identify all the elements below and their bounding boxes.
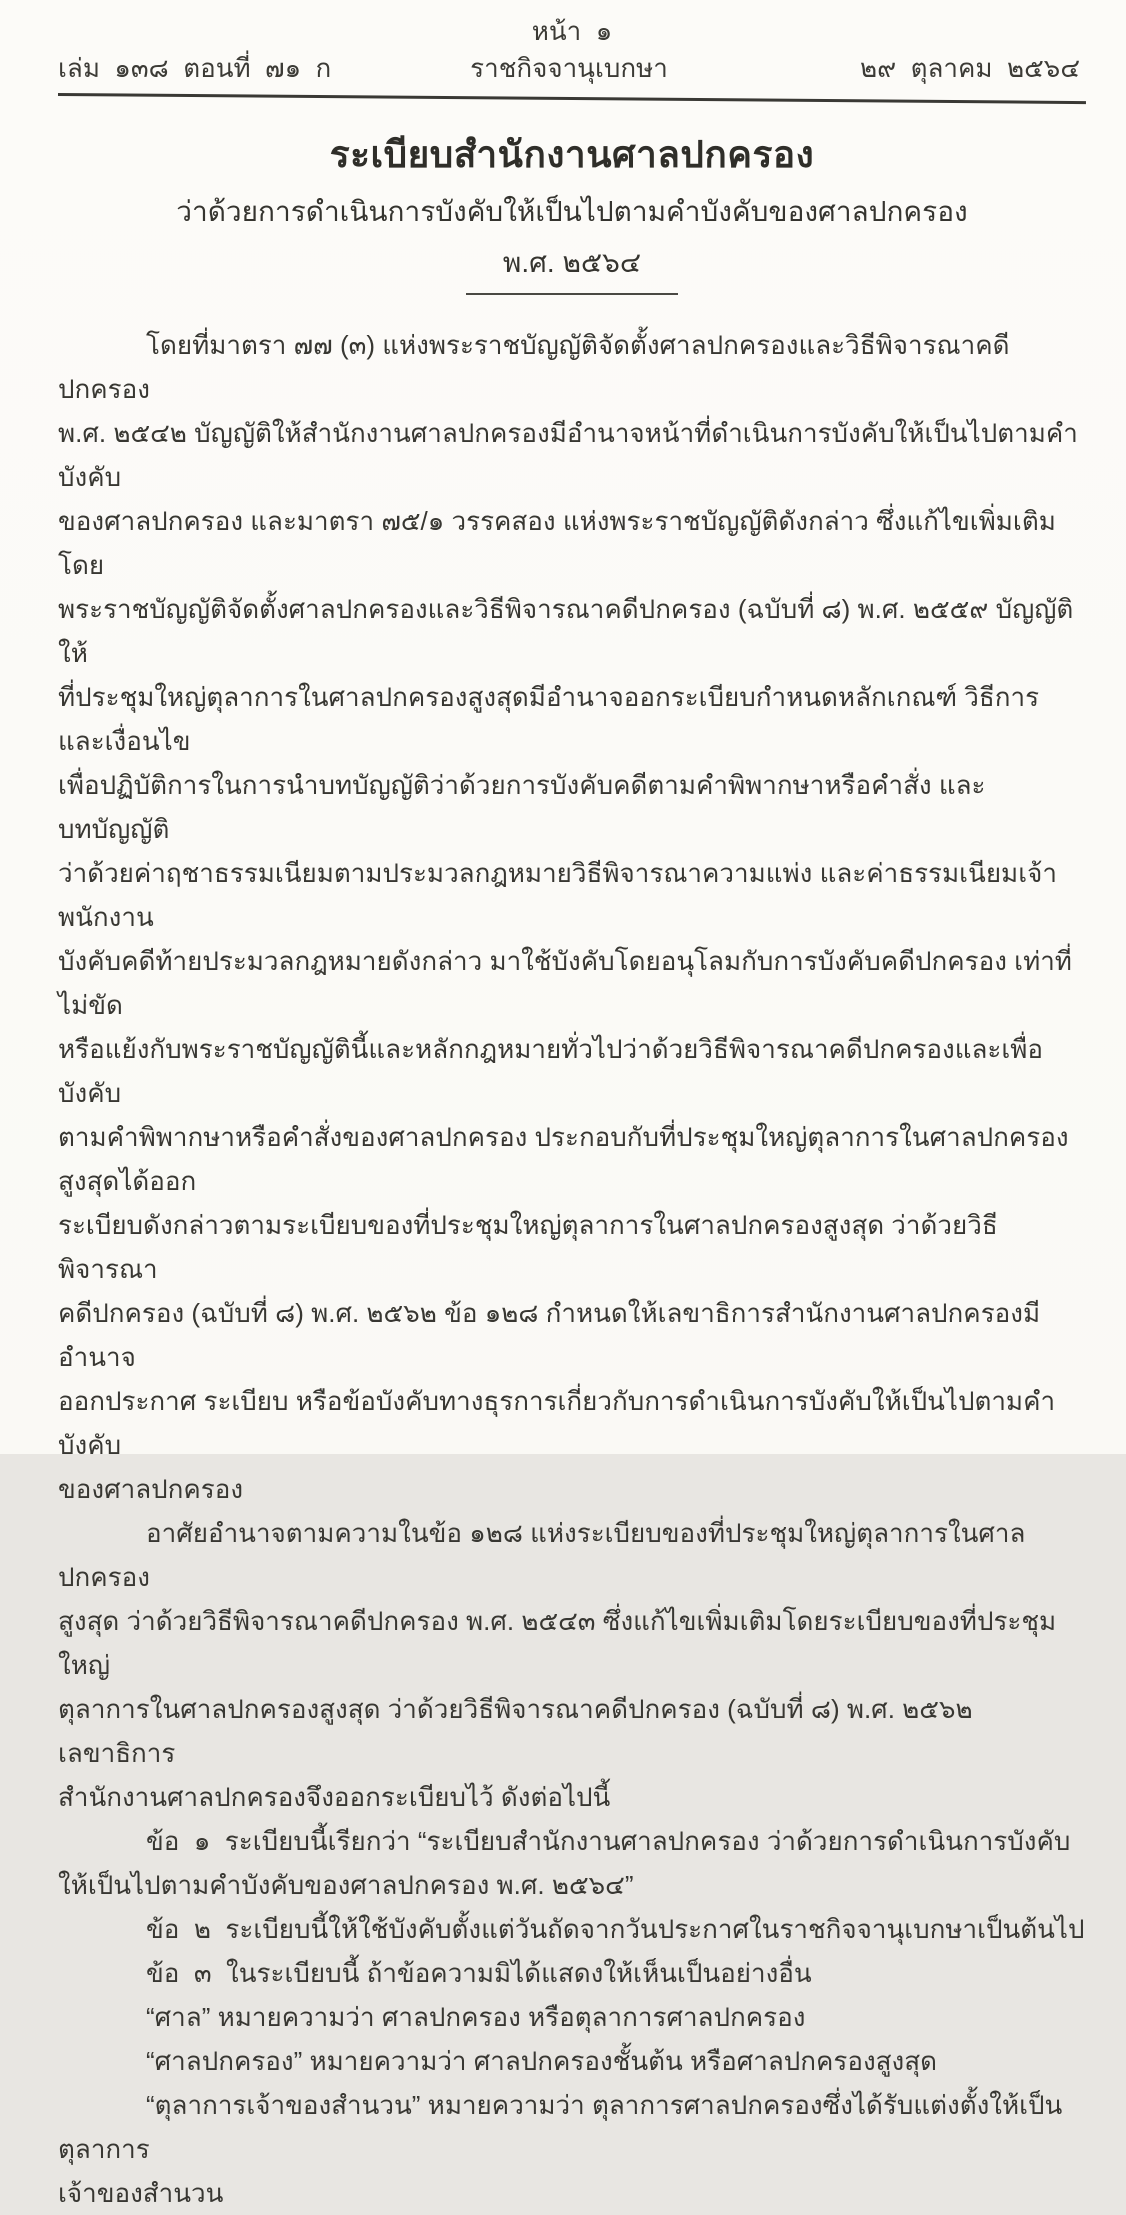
body-line-clause-2: ข้อ ๒ ระเบียบนี้ให้ใช้บังคับตั้งแต่วันถัดจากวันประกาศในราชกิจจานุเบกษาเป็นต้นไป	[146, 1914, 1085, 1944]
document-title: ระเบียบสำนักงานศาลปกครอง	[329, 134, 815, 175]
header-row	[58, 52, 1086, 84]
body-line: ของศาลปกครอง	[58, 1474, 244, 1504]
issue-date: ๒๙ ตุลาคม ๒๕๖๔	[859, 53, 1080, 83]
body-line: พ.ศ. ๒๕๔๒ บัญญัติให้สำนักงานศาลปกครองมีอำนาจหน้าที่ดำเนินการบังคับให้เป็นไปตามคำบังคับ	[58, 418, 1078, 492]
gazette-title: ราชกิจจานุเบกษา	[470, 53, 668, 83]
body-line: สูงสุด ว่าด้วยวิธีพิจารณาคดีปกครอง พ.ศ. ๒๕๔๓ ซึ่งแก้ไขเพิ่มเติมโดยระเบียบของที่ประชุมใหญ่	[58, 1606, 1057, 1680]
title-divider	[466, 293, 678, 295]
body-line: ระเบียบดังกล่าวตามระเบียบของที่ประชุมใหญ่ตุลาการในศาลปกครองสูงสุด ว่าด้วยวิธีพิจารณา	[58, 1210, 998, 1284]
body-line: หรือแย้งกับพระราชบัญญัตินี้และหลักกฎหมายทั่วไปว่าด้วยวิธีพิจารณาคดีปกครองและเพื่อบังคับ	[58, 1034, 1044, 1108]
document-year: พ.ศ. ๒๕๖๔	[502, 247, 642, 278]
body-line-definition: “ศาลปกครอง” หมายความว่า ศาลปกครองชั้นต้น หรือศาลปกครองสูงสุด	[146, 2046, 937, 2076]
body-line-clause-1: ข้อ ๑ ระเบียบนี้เรียกว่า “ระเบียบสำนักงานศาลปกครอง ว่าด้วยการดำเนินการบังคับ	[146, 1826, 1071, 1856]
body-line: พระราชบัญญัติจัดตั้งศาลปกครองและวิธีพิจารณาคดีปกครอง (ฉบับที่ ๘) พ.ศ. ๒๕๕๙ บัญญัติให้	[58, 594, 1074, 668]
body-line: เจ้าของสำนวน	[58, 2178, 224, 2208]
header-divider	[58, 93, 1086, 104]
body-line-definition: “ศาล” หมายความว่า ศาลปกครอง หรือตุลาการศาลปกครอง	[146, 2002, 806, 2032]
body-line-clause-3: ข้อ ๓ ในระเบียบนี้ ถ้าข้อความมิได้แสดงให้เห็นเป็นอย่างอื่น	[146, 1958, 812, 1988]
body-line: ตุลาการในศาลปกครองสูงสุด ว่าด้วยวิธีพิจารณาคดีปกครอง (ฉบับที่ ๘) พ.ศ. ๒๕๖๒ เลขาธิการ	[58, 1694, 980, 1768]
body-line: ตามคำพิพากษาหรือคำสั่งของศาลปกครอง ประกอบกับที่ประชุมใหญ่ตุลาการในศาลปกครองสูงสุดได้ออก	[58, 1122, 1069, 1196]
body-line-definition: “ตุลาการเจ้าของสำนวน” หมายความว่า ตุลาการศาลปกครองซึ่งได้รับแต่งตั้งให้เป็นตุลาการ	[58, 2090, 1063, 2164]
body-line: อาศัยอำนาจตามความในข้อ ๑๒๘ แห่งระเบียบของที่ประชุมใหญ่ตุลาการในศาลปกครอง	[58, 1518, 1026, 1592]
document-subtitle: ว่าด้วยการดำเนินการบังคับให้เป็นไปตามคำบังคับของศาลปกครอง	[176, 196, 968, 227]
body-line: ให้เป็นไปตามคำบังคับของศาลปกครอง พ.ศ. ๒๕๖๔”	[58, 1870, 634, 1900]
body-line: สำนักงานศาลปกครองจึงออกระเบียบไว้ ดังต่อไปนี้	[58, 1782, 611, 1812]
body-line: ออกประกาศ ระเบียบ หรือข้อบังคับทางธุรการเกี่ยวกับการดำเนินการบังคับให้เป็นไปตามคำบังคับ	[58, 1386, 1056, 1460]
volume-issue-info: เล่ม ๑๓๘ ตอนที่ ๗๑ ก	[58, 53, 332, 83]
body-line: เพื่อปฏิบัติการในการนำบทบัญญัติว่าด้วยการบังคับคดีตามคำพิพากษาหรือคำสั่ง และบทบัญญัติ	[58, 770, 986, 844]
body-line: โดยที่มาตรา ๗๗ (๓) แห่งพระราชบัญญัติจัดตั้งศาลปกครองและวิธีพิจารณาคดีปกครอง	[58, 330, 1010, 404]
body-line: ของศาลปกครอง และมาตรา ๗๕/๑ วรรคสอง แห่งพระราชบัญญัติดังกล่าว ซึ่งแก้ไขเพิ่มเติมโดย	[58, 506, 1056, 580]
title-block	[58, 130, 1086, 295]
page-header	[58, 16, 1086, 96]
page-number: หน้า ๑	[531, 16, 613, 46]
body-line: บังคับคดีท้ายประมวลกฎหมายดังกล่าว มาใช้บังคับโดยอนุโลมกับการบังคับคดีปกครอง เท่าที่ไม่ขัด	[58, 946, 1072, 1020]
body-line: ว่าด้วยค่าฤชาธรรมเนียมตามประมวลกฎหมายวิธีพิจารณาความแพ่ง และค่าธรรมเนียมเจ้าพนักงาน	[58, 858, 1057, 932]
body-line: คดีปกครอง (ฉบับที่ ๘) พ.ศ. ๒๕๖๒ ข้อ ๑๒๘ กำหนดให้เลขาธิการสำนักงานศาลปกครองมีอำนาจ	[58, 1298, 1041, 1372]
body-line: ที่ประชุมใหญ่ตุลาการในศาลปกครองสูงสุดมีอำนาจออกระเบียบกำหนดหลักเกณฑ์ วิธีการ และเงื่อนไข	[58, 682, 1047, 756]
document-body	[58, 323, 1086, 2215]
